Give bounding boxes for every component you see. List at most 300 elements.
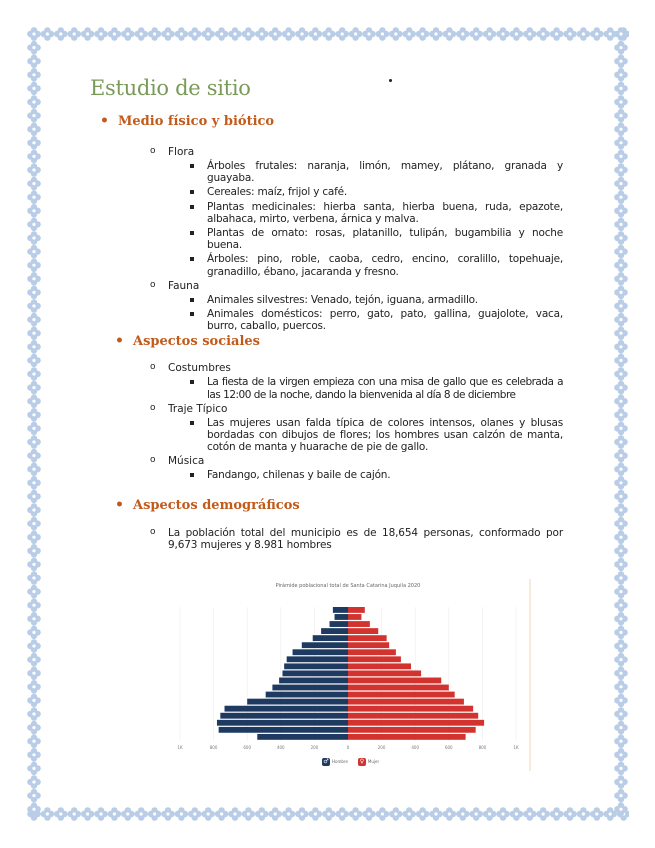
flower-ornament-icon [27, 204, 41, 218]
bar-male [313, 635, 348, 641]
section-heading-text: Medio físico y biótico [118, 114, 275, 129]
x-tick-label: 0 [346, 745, 350, 750]
sub-heading-flora [150, 146, 570, 158]
flower-ornament-icon [510, 27, 524, 41]
flower-ornament-icon [27, 707, 41, 721]
flower-ornament-icon [108, 807, 122, 821]
demograficos-text: La población total del municipio es de 18,654 personas, conformado por 9,673 mujeres y 8.981 hombres [168, 526, 563, 552]
flower-ornament-icon [309, 27, 323, 41]
flower-ornament-icon [335, 807, 349, 821]
circle-bullet-icon: o [150, 279, 156, 290]
flower-ornament-icon [614, 789, 628, 803]
bar-male [335, 614, 348, 620]
bar-female [348, 734, 466, 740]
flower-ornament-icon [27, 476, 41, 490]
list-item: Fandango, chilenas y baile de cajón. [207, 469, 563, 481]
flower-ornament-icon [614, 558, 628, 572]
flower-ornament-icon [27, 734, 41, 748]
x-tick-label: 800 [209, 745, 218, 750]
population-pyramid-chart [168, 577, 532, 773]
flower-ornament-icon [27, 272, 41, 286]
flower-ornament-icon [614, 503, 628, 517]
flower-ornament-icon [376, 27, 390, 41]
flower-ornament-icon [27, 177, 41, 191]
bar-female [348, 678, 441, 684]
legend-item-male: ♂ Hombre [323, 758, 348, 765]
flower-ornament-icon [67, 27, 81, 41]
flower-ornament-icon [614, 612, 628, 626]
circle-bullet-icon: o [150, 402, 156, 413]
flower-ornament-icon [134, 807, 148, 821]
flower-ornament-icon [27, 95, 41, 109]
flower-ornament-icon [614, 762, 628, 776]
bar-female [348, 663, 411, 669]
bar-male [321, 628, 348, 634]
bar-female [348, 635, 387, 641]
male-icon: ♂ [323, 758, 329, 765]
flower-ornament-icon [614, 734, 628, 748]
flower-ornament-icon [614, 544, 628, 558]
decorative-border-top [26, 26, 629, 42]
pyramid-svg [168, 577, 532, 773]
flower-ornament-icon [201, 807, 215, 821]
flower-ornament-icon [27, 163, 41, 177]
bar-female [348, 628, 378, 634]
flower-ornament-icon [614, 435, 628, 449]
flower-ornament-icon [590, 27, 604, 41]
flower-ornament-icon [27, 313, 41, 327]
list-item: La fiesta de la virgen empieza con una misa de gallo que es celebrada a las 12:00 de la noche, dando la bienvenida al día 8 de diciembre [207, 376, 563, 400]
list-item: Animales domésticos: perro, gato, pato, gallina, guajolote, vaca, burro, caballo, puercos. [207, 308, 563, 332]
sub-heading-text: Costumbres [168, 362, 231, 375]
sub-heading-costumbres [150, 362, 570, 375]
flower-ornament-icon [175, 27, 189, 41]
bar-male [225, 706, 348, 712]
flower-ornament-icon [614, 109, 628, 123]
flower-ornament-icon [322, 807, 336, 821]
bar-male [287, 656, 348, 662]
bar-male [272, 685, 348, 691]
flower-ornament-icon [282, 807, 296, 821]
flower-ornament-icon [349, 807, 363, 821]
flower-ornament-icon [27, 435, 41, 449]
flower-ornament-icon [362, 807, 376, 821]
bar-male [220, 713, 348, 719]
flower-ornament-icon [563, 807, 577, 821]
flower-ornament-icon [27, 680, 41, 694]
flower-ornament-icon [27, 394, 41, 408]
flower-ornament-icon [27, 340, 41, 354]
flower-ornament-icon [614, 286, 628, 300]
flower-ornament-icon [27, 748, 41, 762]
sub-heading-text: Traje Típico [168, 402, 228, 415]
flower-ornament-icon [469, 27, 483, 41]
flower-ornament-icon [402, 807, 416, 821]
flower-ornament-icon [614, 245, 628, 259]
circle-bullet-icon: o [150, 146, 156, 156]
flower-ornament-icon [469, 807, 483, 821]
flower-ornament-icon [108, 27, 122, 41]
bar-female [348, 699, 464, 705]
flower-ornament-icon [161, 807, 175, 821]
flower-ornament-icon [362, 27, 376, 41]
bullet-icon: • [115, 496, 124, 513]
flower-ornament-icon [27, 299, 41, 313]
list-item: Plantas de ornato: rosas, platanillo, tulipán, bugambilia y noche buena. [207, 227, 563, 251]
flower-ornament-icon [550, 807, 564, 821]
x-tick-label: 400 [276, 745, 285, 750]
bar-female [348, 713, 478, 719]
flower-ornament-icon [614, 653, 628, 667]
flower-ornament-icon [27, 367, 41, 381]
flower-ornament-icon [27, 354, 41, 368]
flower-ornament-icon [27, 612, 41, 626]
flower-ornament-icon [188, 807, 202, 821]
bar-male [284, 663, 348, 669]
flower-ornament-icon [134, 27, 148, 41]
bar-female [348, 656, 401, 662]
chart-title: Pirámide poblacional total de Santa Catarina Juquila 2020 [275, 583, 421, 589]
flower-ornament-icon [429, 27, 443, 41]
flower-ornament-icon [614, 802, 628, 816]
x-tick-label: 600 [243, 745, 252, 750]
flower-ornament-icon [27, 136, 41, 150]
flower-ornament-icon [27, 544, 41, 558]
flower-ornament-icon [27, 598, 41, 612]
flower-ornament-icon [201, 27, 215, 41]
flower-ornament-icon [148, 27, 162, 41]
flower-ornament-icon [456, 27, 470, 41]
flower-ornament-icon [27, 326, 41, 340]
x-tick-label: 200 [377, 745, 386, 750]
flower-ornament-icon [27, 721, 41, 735]
sub-heading-musica [150, 455, 570, 468]
flower-ornament-icon [614, 394, 628, 408]
flower-ornament-icon [614, 707, 628, 721]
flower-ornament-icon [614, 694, 628, 708]
section-heading-text: Aspectos demográficos [133, 497, 300, 513]
flower-ornament-icon [27, 286, 41, 300]
decorative-border-bottom [26, 806, 629, 822]
bar-male [266, 692, 348, 698]
flower-ornament-icon [614, 517, 628, 531]
flower-ornament-icon [94, 27, 108, 41]
bar-male [247, 699, 348, 705]
flower-ornament-icon [614, 190, 628, 204]
flora-list [207, 160, 563, 278]
flower-ornament-icon [27, 517, 41, 531]
flower-ornament-icon [614, 27, 628, 41]
flower-ornament-icon [27, 585, 41, 599]
flower-ornament-icon [242, 807, 256, 821]
list-item: Las mujeres usan falda típica de colores intensos, olanes y blusas bordadas con dibujos de flores; los hombres usan calzón de manta, cotón de manta y huarache de pie de gallo. [207, 417, 563, 454]
flower-ornament-icon [614, 95, 628, 109]
flower-ornament-icon [614, 721, 628, 735]
page-title: Estudio de sitio [90, 76, 251, 100]
flower-ornament-icon [27, 245, 41, 259]
flower-ornament-icon [228, 807, 242, 821]
circle-bullet-icon: o [150, 455, 156, 466]
flower-ornament-icon [496, 27, 510, 41]
flower-ornament-icon [27, 558, 41, 572]
bar-male [279, 678, 348, 684]
bar-male [293, 649, 348, 655]
flower-ornament-icon [27, 694, 41, 708]
flower-ornament-icon [614, 748, 628, 762]
flower-ornament-icon [161, 27, 175, 41]
flower-ornament-icon [148, 807, 162, 821]
flower-ornament-icon [242, 27, 256, 41]
flower-ornament-icon [295, 27, 309, 41]
flower-ornament-icon [215, 27, 229, 41]
circle-bullet-icon: o [150, 526, 156, 537]
flower-ornament-icon [614, 449, 628, 463]
costumbres-list [207, 376, 563, 400]
flower-ornament-icon [81, 27, 95, 41]
flower-ornament-icon [27, 41, 41, 55]
bar-male [217, 720, 348, 726]
sub-heading-traje [150, 402, 570, 415]
flower-ornament-icon [188, 27, 202, 41]
flower-ornament-icon [614, 177, 628, 191]
flower-ornament-icon [67, 807, 81, 821]
flower-ornament-icon [614, 490, 628, 504]
flower-ornament-icon [27, 789, 41, 803]
flower-ornament-icon [268, 807, 282, 821]
flower-ornament-icon [27, 449, 41, 463]
flower-ornament-icon [496, 807, 510, 821]
flower-ornament-icon [614, 530, 628, 544]
flower-ornament-icon [614, 340, 628, 354]
flower-ornament-icon [27, 82, 41, 96]
bar-male [302, 642, 348, 648]
flower-ornament-icon [27, 639, 41, 653]
flower-ornament-icon [27, 190, 41, 204]
flower-ornament-icon [27, 231, 41, 245]
flower-ornament-icon [614, 585, 628, 599]
flower-ornament-icon [322, 27, 336, 41]
flower-ornament-icon [54, 27, 68, 41]
list-item: Cereales: maíz, frijol y café. [207, 186, 563, 198]
flower-ornament-icon [309, 807, 323, 821]
flower-ornament-icon [54, 807, 68, 821]
flower-ornament-icon [536, 27, 550, 41]
sub-heading-fauna [150, 279, 570, 292]
flower-ornament-icon [536, 807, 550, 821]
flower-ornament-icon [523, 807, 537, 821]
flower-ornament-icon [27, 109, 41, 123]
flower-ornament-icon [175, 807, 189, 821]
flower-ornament-icon [27, 218, 41, 232]
flower-ornament-icon [443, 807, 457, 821]
flower-ornament-icon [614, 476, 628, 490]
flower-ornament-icon [429, 807, 443, 821]
flower-ornament-icon [121, 27, 135, 41]
flower-ornament-icon [443, 27, 457, 41]
musica-list [207, 469, 563, 481]
fauna-list [207, 294, 563, 333]
flower-ornament-icon [614, 381, 628, 395]
flower-ornament-icon [614, 422, 628, 436]
flower-ornament-icon [389, 27, 403, 41]
section-heading-sociales [115, 333, 570, 350]
x-tick-label: 1K [513, 745, 519, 750]
flower-ornament-icon [41, 807, 55, 821]
flower-ornament-icon [27, 68, 41, 82]
flower-ornament-icon [614, 680, 628, 694]
female-icon: ♀ [359, 758, 365, 765]
flower-ornament-icon [295, 807, 309, 821]
flower-ornament-icon [27, 408, 41, 422]
flower-ornament-icon [614, 462, 628, 476]
x-tick-label: 400 [411, 745, 420, 750]
x-tick-label: 800 [478, 745, 487, 750]
bar-male [282, 670, 348, 676]
flower-ornament-icon [27, 150, 41, 164]
flower-ornament-icon [483, 807, 497, 821]
bar-female [348, 706, 473, 712]
bar-male [219, 727, 348, 733]
traje-list [207, 417, 563, 454]
flower-ornament-icon [563, 27, 577, 41]
flower-ornament-icon [590, 807, 604, 821]
bar-female [348, 621, 370, 627]
flower-ornament-icon [550, 27, 564, 41]
flower-ornament-icon [255, 807, 269, 821]
flower-ornament-icon [416, 807, 430, 821]
flower-ornament-icon [483, 27, 497, 41]
chart-legend [322, 758, 379, 766]
flower-ornament-icon [614, 408, 628, 422]
section-heading-medio [100, 113, 570, 129]
bar-female [348, 692, 455, 698]
flower-ornament-icon [282, 27, 296, 41]
flower-ornament-icon [27, 122, 41, 136]
flower-ornament-icon [27, 422, 41, 436]
flower-ornament-icon [402, 27, 416, 41]
flower-ornament-icon [577, 27, 591, 41]
flower-ornament-icon [27, 653, 41, 667]
decorative-border-right [613, 26, 629, 822]
flower-ornament-icon [614, 136, 628, 150]
flower-ornament-icon [27, 530, 41, 544]
flower-ornament-icon [523, 27, 537, 41]
flower-ornament-icon [27, 571, 41, 585]
flower-ornament-icon [27, 775, 41, 789]
section-heading-demograficos [115, 496, 570, 513]
flower-ornament-icon [614, 299, 628, 313]
flower-ornament-icon [614, 598, 628, 612]
flower-ornament-icon [614, 258, 628, 272]
flower-ornament-icon [27, 54, 41, 68]
flower-ornament-icon [614, 639, 628, 653]
flower-ornament-icon [614, 54, 628, 68]
x-tick-label: 200 [310, 745, 319, 750]
flower-ornament-icon [614, 313, 628, 327]
list-item: Animales silvestres: Venado, tejón, iguana, armadillo. [207, 294, 563, 306]
flower-ornament-icon [255, 27, 269, 41]
flower-ornament-icon [94, 807, 108, 821]
flower-ornament-icon [27, 762, 41, 776]
section-heading-text: Aspectos sociales [133, 334, 260, 350]
list-item: Árboles frutales: naranja, limón, mamey, plátano, granada y guayaba. [207, 160, 563, 184]
flower-ornament-icon [614, 218, 628, 232]
flower-ornament-icon [268, 27, 282, 41]
flower-ornament-icon [349, 27, 363, 41]
flower-ornament-icon [614, 68, 628, 82]
flower-ornament-icon [614, 272, 628, 286]
flower-ornament-icon [335, 27, 349, 41]
bar-female [348, 685, 449, 691]
flower-ornament-icon [121, 807, 135, 821]
flower-ornament-icon [614, 231, 628, 245]
flower-ornament-icon [81, 807, 95, 821]
flower-ornament-icon [376, 807, 390, 821]
list-item: Plantas medicinales: hierba santa, hierba buena, ruda, epazote, albahaca, mirto, verbena, árnica y malva. [207, 201, 563, 225]
decorative-border-left [26, 26, 42, 822]
flower-ornament-icon [614, 626, 628, 640]
sub-heading-text: Fauna [168, 279, 200, 292]
bullet-icon: • [115, 333, 124, 350]
flower-ornament-icon [614, 122, 628, 136]
flower-ornament-icon [27, 490, 41, 504]
bar-female [348, 614, 361, 620]
bar-female [348, 649, 396, 655]
flower-ornament-icon [614, 150, 628, 164]
flower-ornament-icon [577, 807, 591, 821]
flower-ornament-icon [27, 626, 41, 640]
flower-ornament-icon [614, 666, 628, 680]
bar-female [348, 720, 484, 726]
circle-bullet-icon: o [150, 362, 156, 373]
flower-ornament-icon [614, 775, 628, 789]
flower-ornament-icon [614, 82, 628, 96]
flower-ornament-icon [614, 163, 628, 177]
flower-ornament-icon [27, 503, 41, 517]
bullet-icon: • [100, 113, 109, 129]
flower-ornament-icon [389, 807, 403, 821]
flower-ornament-icon [27, 258, 41, 272]
x-tick-label: 1K [177, 745, 183, 750]
bar-female [348, 670, 421, 676]
demograficos-paragraph [150, 526, 563, 552]
flower-ornament-icon [27, 27, 41, 41]
bar-female [348, 642, 389, 648]
flower-ornament-icon [456, 807, 470, 821]
flower-ornament-icon [614, 354, 628, 368]
legend-item-female: ♀ Mujer [359, 758, 380, 765]
flower-ornament-icon [41, 27, 55, 41]
flower-ornament-icon [27, 462, 41, 476]
flower-ornament-icon [416, 27, 430, 41]
bar-female [348, 727, 476, 733]
flower-ornament-icon [215, 807, 229, 821]
x-tick-label: 600 [444, 745, 453, 750]
flower-ornament-icon [614, 571, 628, 585]
flower-ornament-icon [614, 367, 628, 381]
sub-heading-text: Flora [168, 146, 195, 158]
flower-ornament-icon [27, 381, 41, 395]
flower-ornament-icon [614, 326, 628, 340]
bar-male [257, 734, 348, 740]
content [90, 76, 570, 552]
flower-ornament-icon [510, 807, 524, 821]
flower-ornament-icon [228, 27, 242, 41]
flower-ornament-icon [27, 666, 41, 680]
flower-ornament-icon [614, 41, 628, 55]
sub-heading-text: Música [168, 455, 205, 468]
list-item: Árboles: pino, roble, caoba, cedro, encino, coralillo, topehuaje, granadillo, ébano, jacaranda y fresno. [207, 253, 563, 277]
